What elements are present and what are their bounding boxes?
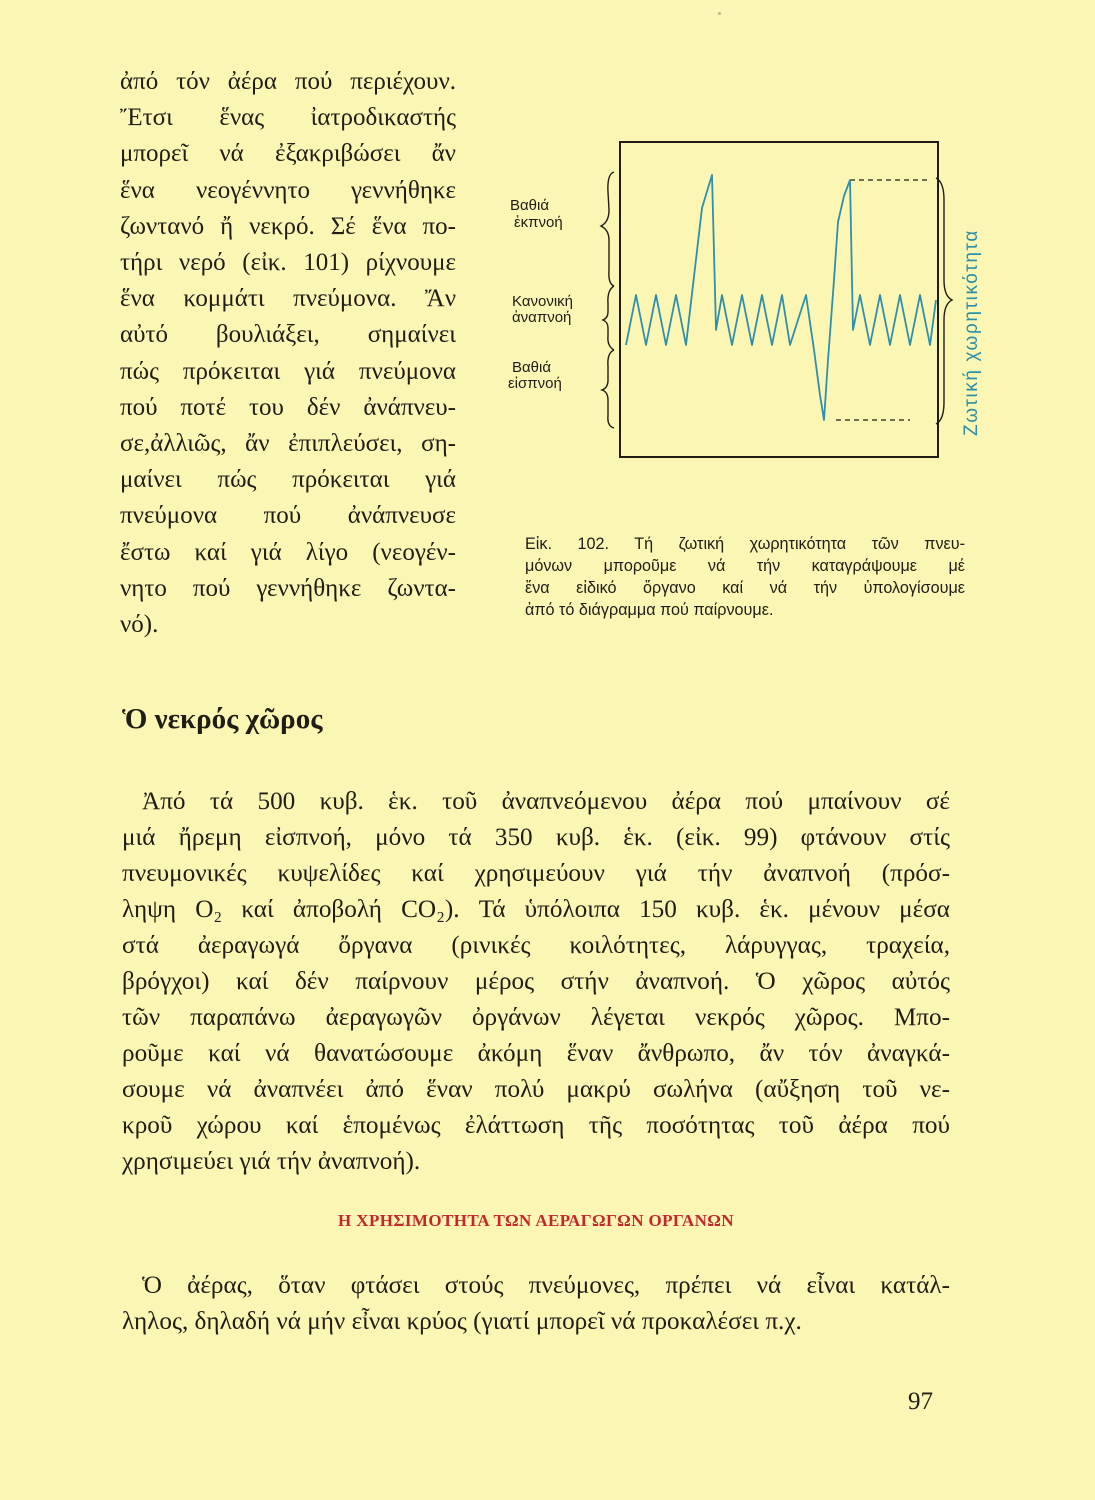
figure-caption — [525, 533, 965, 621]
text-line: Ἀπό τά 500 κυβ. ἑκ. τοῦ ἀναπνεόμενου ἀέρα πού μπαίνουν σέ — [142, 788, 950, 815]
text-line: σουμε νά ἀναπνέει ἀπό ἕναν πολύ μακρύ σωλήνα (αὔξηση τοῦ νε- — [122, 1076, 950, 1103]
deep-exhale-label-line2: ἐκπνοή — [514, 214, 563, 231]
text-line: βρόγχοι) καί δέν παίρνουν μέρος στήν ἀναπνοή. Ὁ χῶρος αὐτός — [122, 968, 950, 995]
page-number: 97 — [908, 1388, 933, 1415]
deep-exhale-brace — [601, 172, 614, 286]
vital-capacity-label: Ζωτική χωρητικότητα — [961, 229, 982, 436]
text-line: πού ποτέ του δέν ἀνάπνευ- — [120, 393, 456, 421]
text-line: τῶν παραπάνω ἀεραγωγῶν ὀργάνων λέγεται νεκρός χῶρος. Μπο- — [122, 1004, 950, 1031]
text-line: χρησιμεύει γιά τήν ἀναπνοή). — [122, 1148, 421, 1175]
deep-inhale-label-line2: εἰσπνοή — [508, 375, 562, 392]
text-line: μιά ἤρεμη εἰσπνοή, μόνο τά 350 κυβ. ἑκ. (εἰκ. 99) φτάνουν στίς — [122, 824, 950, 851]
text-line: ἀπό τόν ἀέρα πού περιέχουν. — [120, 68, 456, 95]
section-title: Ὁ νεκρός χῶρος — [122, 703, 323, 735]
text-line: ἔστω καί γιά λίγο (νεογέν- — [120, 538, 456, 566]
spirogram-frame — [620, 142, 938, 457]
text-line: ζωντανό ἤ νεκρό. Σέ ἕνα πο- — [120, 212, 456, 240]
deep-inhale-label-line1: Βαθιά — [512, 359, 552, 376]
spirogram-figure — [0, 0, 1095, 520]
text-line: νό). — [120, 611, 159, 639]
caption-line: Εἰκ. 102. Τή ζωτική χωρητικότητα τῶν πνευ- — [525, 535, 965, 553]
spirometer-trace — [626, 175, 936, 420]
text-line: σε,ἀλλιῶς, ἄν ἐπιπλεύσει, ση- — [120, 430, 456, 458]
airways-paragraph — [122, 1268, 950, 1340]
text-line: ροῦμε καί νά θανατώσουμε ἀκόμη ἕναν ἄνθρωπο, ἄν τόν ἀναγκά- — [122, 1040, 950, 1067]
caption-line: ἀπό τό διάγραμμα πού παίρνουμε. — [525, 601, 774, 619]
normal-breath-label-line1: Κανονική — [512, 293, 574, 310]
text-line: πνεύμονα πού ἀνάπνευσε — [120, 502, 456, 530]
text-line: πνευμονικές κυψελίδες καί χρησιμεύουν γιά τήν ἀναπνοή (πρόσ- — [122, 860, 950, 887]
subsection-heading: Η ΧΡΗΣΙΜΟΤΗΤΑ ΤΩΝ ΑΕΡΑΓΩΓΩΝ ΟΡΓΑΝΩΝ — [338, 1211, 734, 1230]
caption-line: μόνων μποροῦμε νά τήν καταγράψουμε μέ — [525, 557, 965, 575]
text-line: ληλος, δηλαδή νά μήν εἶναι κρύος (γιατί μπορεῖ νά προκαλέσει π.χ. — [122, 1308, 802, 1335]
text-line: κροῦ χώρου καί ἑπομένως ἐλάττωση τῆς ποσότητας τοῦ ἀέρα πού — [122, 1112, 950, 1139]
text-line: μπορεῖ νά ἐξακριβώσει ἄν — [120, 140, 456, 168]
text-line: ἕνα νεογέννητο γεννήθηκε — [120, 176, 456, 204]
dead-space-paragraph — [122, 784, 950, 1180]
caption-line: ἕνα εἰδικό ὄργανο καί νά τήν ὑπολογίσουμε — [525, 579, 965, 597]
text-line: στά ἀεραγωγά ὄργανα (ρινικές κοιλότητες, λάρυγγας, τραχεία, — [122, 932, 950, 959]
normal-breath-label-line2: ἀναπνοή — [512, 309, 572, 326]
text-line: αὐτό βουλιάξει, σημαίνει — [120, 321, 456, 349]
text-line: Ὁ ἀέρας, ὅταν φτάσει στούς πνεύμονες, πρέπει νά εἶναι κατάλ- — [142, 1272, 950, 1299]
text-line: τήρι νερό (εἰκ. 101) ρίχνουμε — [120, 249, 456, 277]
normal-breath-brace — [603, 286, 614, 350]
text-line: πώς πρόκειται γιά πνεύμονα — [120, 357, 456, 385]
deep-exhale-label-line1: Βαθιά — [510, 197, 550, 214]
deep-inhale-brace — [602, 350, 614, 428]
text-line: ἕνα κομμάτι πνεύμονα. Ἄν — [120, 285, 456, 313]
text-line: νητο πού γεννήθηκε ζωντα- — [120, 574, 456, 602]
text-line: Ἔτσι ἕνας ἰατροδικαστής — [120, 104, 456, 132]
text-line: ληψη O₂ καί ἀποβολή CO₂). Τά ὑπόλοιπα 150 κυβ. ἑκ. μένουν μέσα — [122, 896, 950, 923]
text-line: μαίνει πώς πρόκειται γιά — [120, 466, 456, 494]
